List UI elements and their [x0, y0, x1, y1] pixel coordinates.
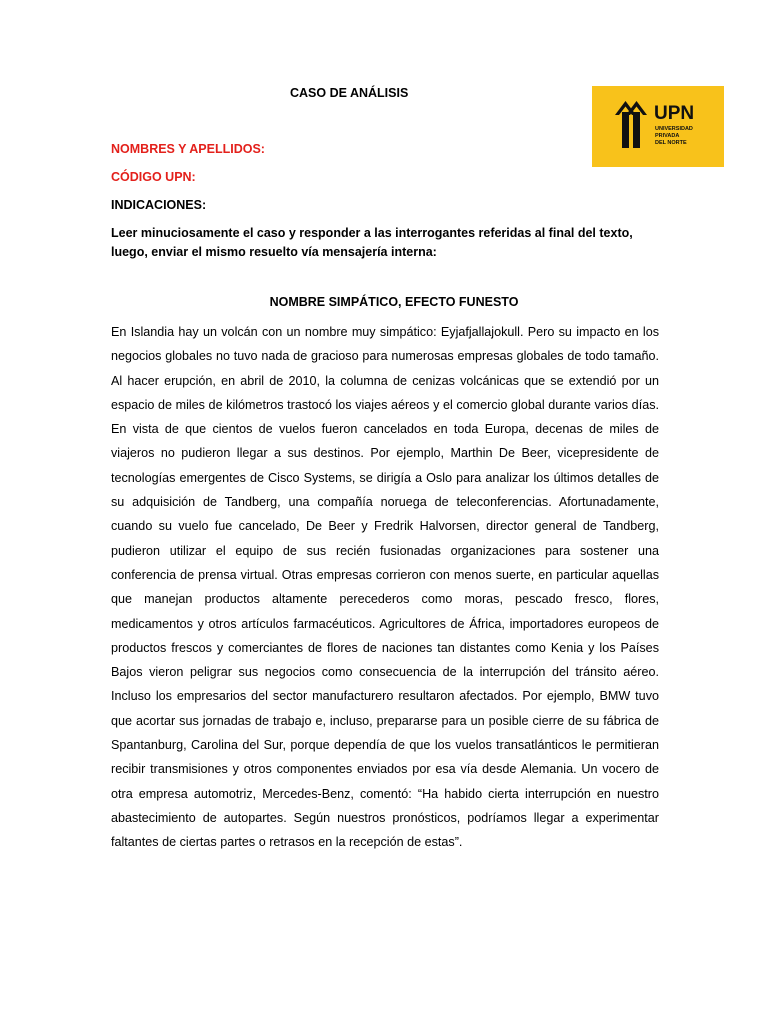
- logo-brand: UPN: [654, 103, 695, 124]
- case-body: En Islandia hay un volcán con un nombre muy simpático: Eyjafjallajokull. Pero su impacto en los negocios globales no tuvo nada de gracioso para numerosas empresas globales de todo tamaño. Al hacer erupción, en abril de 2010, la columna de cenizas volcánicas que se extendió por un espacio de miles de kilómetros trastocó los viajes aéreos y el comercio global durante varios días. En vista de que cientos de vuelos fueron cancelados en toda Europa, decenas de miles de viajeros no pudieron llegar a sus destinos. Por ejemplo, Marthin De Beer, vicepresidente de tecnologías emergentes de Cisco Systems, se dirigía a Oslo para analizar los últimos detalles de su adquisición de Tandberg, una compañía noruega de teleconferencias. Afortunadamente, cuando su vuelo fue cancelado, De Beer y Fredrik Halvorsen, director general de Tandberg, pudieron utilizar el equipo de sus recién fusionadas organizaciones para sostener una conferencia de prensa virtual. Otras empresas corrieron con menos suerte, en particular aquellas que manejan productos altamente perecederos como moras, pescado fresco, flores, medicamentos y otros artículos farmacéuticos. Agricultores de África, importadores europeos de productos frescos y comerciantes de flores de naciones tan distantes como Kenia y los Países Bajos vieron peligrar sus negocios como consecuencia de la interrupción del tránsito aéreo. Incluso los empresarios del sector manufacturero resultaron afectados. Por ejemplo, BMW tuvo que acortar sus jornadas de trabajo e, incluso, prepararse para un posible cierre de su fábrica de Spantanburg, Carolina del Sur, porque dependía de que los vuelos transatlánticos le permitieran recibir transmisiones y otros componentes enviados por esa vía desde Alemania. Un vocero de otra empresa automotriz, Mercedes-Benz, comentó: “Ha habido cierta interrupción en nuestro abastecimiento de autopartes. Según nuestros pronósticos, podríamos llegar a experimentar faltantes de ciertas partes o retrasos en la recepción de estas”.: [111, 325, 659, 850]
- code-label: CÓDIGO UPN:: [111, 170, 196, 184]
- document-title: CASO DE ANÁLISIS: [290, 86, 409, 100]
- logo-line-3: DEL NORTE: [655, 140, 687, 146]
- logo-line-1: UNIVERSIDAD: [655, 126, 693, 132]
- indications-label: INDICACIONES:: [111, 198, 207, 212]
- upn-arrows-logo-icon: [592, 86, 724, 167]
- upn-logo: [592, 86, 724, 167]
- case-title: NOMBRE SIMPÁTICO, EFECTO FUNESTO: [269, 295, 519, 309]
- instructions-text: Leer minuciosamente el caso y responder a las interrogantes referidas al final del texto, luego, enviar el mismo resuelto vía mensajería interna:: [111, 226, 633, 259]
- name-label: NOMBRES Y APELLIDOS:: [111, 142, 265, 156]
- logo-line-2: PRIVADA: [655, 133, 680, 139]
- case-title-wrapper: [0, 295, 768, 309]
